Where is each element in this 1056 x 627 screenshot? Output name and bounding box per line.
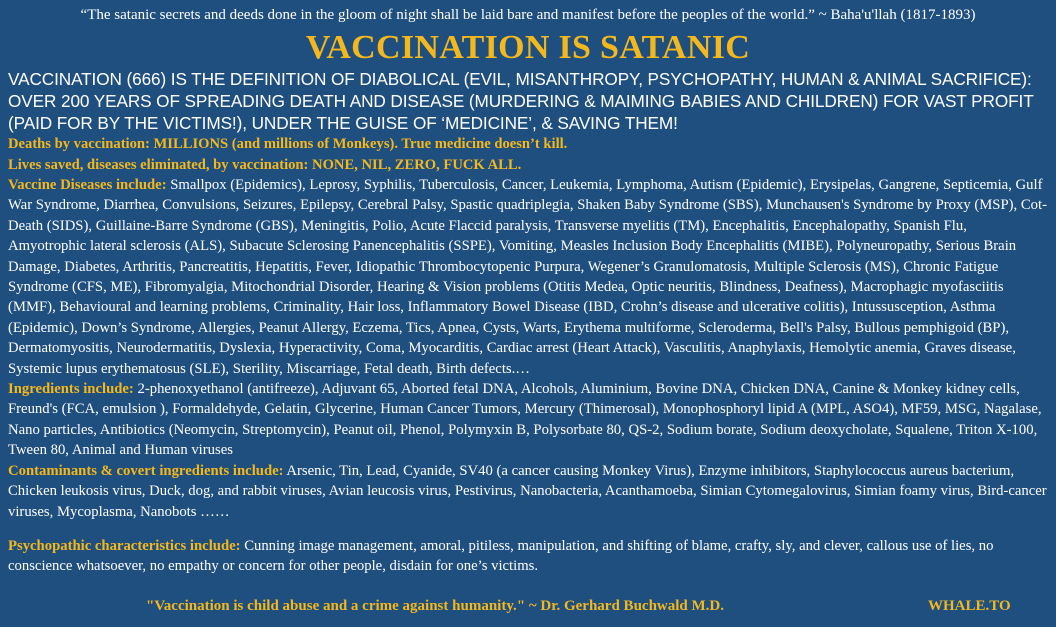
ingredients-colon: : — [128, 381, 138, 398]
ingredients-label: Ingredients include — [8, 381, 129, 398]
contaminants-section — [8, 461, 1048, 522]
diseases-label: Vaccine Diseases include — [8, 177, 162, 193]
contaminants-label: Contaminants & covert ingredients include: — [8, 462, 284, 479]
contaminants-text: Arsenic, Tin, Lead, Cyanide, SV40 (a cancer causing Monkey Virus), Enzyme inhibitors, Staphylococcus aureus bacterium, Chicken leukosis virus, Duck, dog, and rabbit viruses, Avian leucosis virus, Pestivirus, Nanobacteria, Acanthamoeba, Simian Cytomegalovirus, Simian foamy virus, Bird-cancer viruses, Mycoplasma, Nanobots …… — [8, 462, 1047, 520]
page-title: VACCINATION IS SATANIC — [305, 29, 751, 66]
psychopathic-text: Cunning image management, amoral, pitiless, manipulation, and shifting of blame, crafty, sly, and clever, callous use of lies, no conscience whatsoever, no empathy or concern for other people, disdain for one’s victims. — [8, 537, 994, 575]
deaths-line: Deaths by vaccination: MILLIONS (and millions of Monkeys). True medicine doesn’t kill. — [8, 136, 568, 152]
footer-source: WHALE.TO — [928, 598, 1011, 614]
psychopathic-section — [8, 536, 1048, 577]
section-spacer — [8, 522, 1048, 536]
psychopathic-label: Psychopathic characteristics include: — [8, 537, 241, 554]
top-quote: “The satanic secrets and deeds done in the gloom of night shall be laid bare and manifest before the peoples of the world.” ~ Baha'u'llah (1817-1893) — [80, 7, 976, 23]
ingredients-text: 2-phenoxyethanol (antifreeze), Adjuvant 65, Aborted fetal DNA, Alcohols, Aluminium, Bovine DNA, Chicken DNA, Canine & Monkey kidney cells, Freund's (FCA, emulsion ), Formaldehyde, Gelatin, Glycerine, Human Cancer Tumors, Mercury (Thimerosal), Monophosphoryl lipid A (MPL, ASO4), MF59, MSG, Nagalase, Nano particles, Antibiotics (Neomycin, Streptomycin), Peanut oil, Phenol, Polymyxin B, Polysorbate 80, QS-2, Sodium borate, Sodium deoxycholate, Squalene, Triton X-100, Tween 80, Animal and Human viruses — [8, 381, 1042, 459]
diseases-text: Smallpox (Epidemics), Leprosy, Syphilis, Tuberculosis, Cancer, Leukemia, Lymphoma, Autism (Epidemic), Erysipelas, Gangrene, Septicemia, Gulf War Syndrome, Diarrhea, Convulsions, Seizures, Epilepsy, Cerebral Palsy, Spastic quadriplegia, Shaken Baby Syndrome (SBS), Munchausen's Syndrome by Proxy (MSP), Cot-Death (SIDS), Guillaine-Barre Syndrome (GBS), Meningitis, Polio, Acute Flaccid paralysis, Transverse myelitis (TM), Encephalitis, Encephalopathy, Spanish Flu, Amyotrophic lateral sclerosis (ALS), Subacute Sclerosing Panencephalitis (SSPE), Vomiting, Measles Inclusion Body Encephalitis (MIBE), Polyneuropathy, Serious Brain Damage, Diabetes, Arthritis, Pancreatitis, Hepatitis, Fever, Idiopathic Thrombocytopenic Purpura, Wegener’s Granulomatosis, Multiple Sclerosis (MS), Chronic Fatigue Syndrome (CFS, ME), Fibromyalgia, Mitochondrial Disorder, Hearing & Vision problems (Otitis Medea, Optic neuritis, Blindness, Deafness), Macrophagic myofasciitis (MMF), Behavioural and learning problems, Criminality, Hair loss, Inflammatory Bowel Disease (IBD, Crohn’s disease and ulcerative colitis), Intussusception, Asthma (Epidemic), Down’s Syndrome, Allergies, Peanut Allergy, Eczema, Tics, Apnea, Cysts, Warts, Erythema multiforme, Scleroderma, Bell's Palsy, Bullous pemphigoid (BP), Dermatomyositis, Neurodermatitis, Dyslexia, Hyperactivity, Coma, Myocarditis, Cardiac arrest (Heart Attack), Vasculitis, Anaphylaxis, Hemolytic anemia, Graves disease, Systemic lupus erythematosus (SLE), Sterility, Miscarriage, Fetal death, Birth defects.… — [8, 177, 1047, 377]
lives-line: Lives saved, diseases eliminated, by vaccination: NONE, NIL, ZERO, FUCK ALL. — [8, 156, 522, 173]
diseases-section — [8, 175, 1048, 379]
footer-quote: "Vaccination is child abuse and a crime against humanity." ~ Dr. Gerhard Buchwald M.D. — [146, 598, 724, 614]
intro-paragraph: VACCINATION (666) IS THE DEFINITION OF DIABOLICAL (EVIL, MISANTHROPY, PSYCHOPATHY, HUMAN & ANIMAL SACRIFICE): OVER 200 YEARS OF SPREADING DEATH AND DISEASE (MURDERING & MAIMING BABIES AND CHILDREN) FOR VAST PROFIT (PAID FOR BY THE VICTIMS!), UNDER THE GUISE OF ‘MEDICINE’, & SAVING THEM! — [8, 69, 1034, 133]
diseases-colon: : — [161, 177, 171, 193]
ingredients-section — [8, 379, 1048, 461]
